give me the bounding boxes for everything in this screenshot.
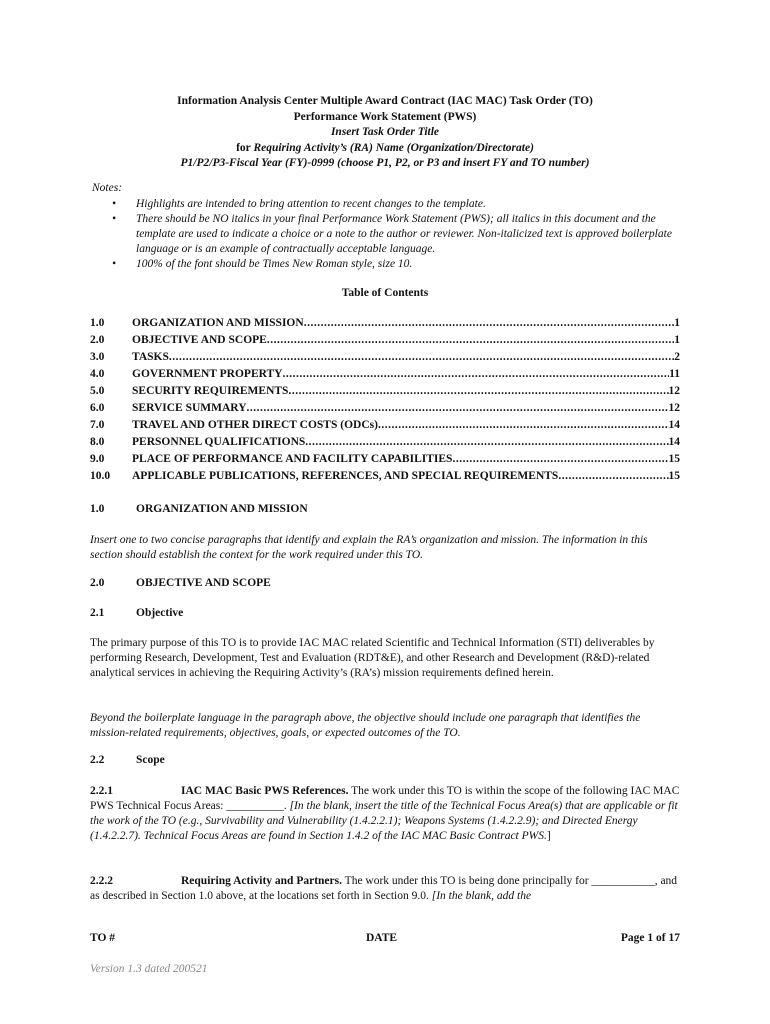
header-task-order-title: Insert Task Order Title [330,126,440,138]
footer-date: DATE [366,932,398,944]
toc-entry-organization[interactable]: 1.0 ORGANIZATION AND MISSION ..... 1 [90,317,680,334]
section-2-1-body: The primary purpose of this TO is to provide IAC MAC related Scientific and Technical Information (STI) deliverables by performing Research, Development, Test and Evaluation (RDT&E), and other Research and Development (R&D)-related analytical services in achieving the Requiring Activity’s (RA’s) mission requirements defined herein. [90,637,655,679]
version-label: Version 1.3 dated 200521 [90,963,208,975]
toc-title: Table of Contents [341,287,429,299]
bullet-icon: • [112,213,117,225]
toc-entry-place-of-performance[interactable]: 9.0 PLACE OF PERFORMANCE AND FACILITY CAPABILITIES ..... 15 [90,453,680,470]
notes-list [112,197,672,272]
note-item: • Highlights are intended to bring attention to recent changes to the template. [112,198,486,210]
section-2-1-heading: 2.1 Objective [90,607,184,619]
note-item: • 100% of the font should be Times New Roman style, size 10. [112,258,413,270]
header-pws-title: Performance Work Statement (PWS) [293,110,477,123]
section-1-heading: 1.0 ORGANIZATION AND MISSION [90,503,308,515]
note-item: • There should be NO italics in your final Performance Work Statement (PWS); all italics in this document and the template are used to indicate a choice or a note to the author or reviewer. Non-italicized text is approved boilerplate language or is an example of contractually acceptable language. [112,213,672,255]
section-2-2-heading: 2.2 Scope [90,754,165,766]
toc-entry-security[interactable]: 5.0 SECURITY REQUIREMENTS ..... 12 [90,385,680,402]
toc-entry-travel-odcs[interactable]: 7.0 TRAVEL AND OTHER DIRECT COSTS (ODCs) ..... 14 [90,419,680,436]
footer-page-number: Page 1 of 17 [620,932,680,944]
section-2-1-note: Beyond the boilerplate language in the paragraph above, the objective should include one paragraph that identifies the mission-related requirements, objectives, goals, or expected outcomes of the TO. [90,712,641,739]
header-fiscal-year-line: P1/P2/P3-Fiscal Year (FY)-0999 (choose P1, P2, or P3 and insert FY and TO number) [180,157,590,169]
header-requiring-activity: for Requiring Activity’s (RA) Name (Organization/Directorate) [236,141,534,154]
document-header [90,94,680,172]
notes-label: Notes: [92,182,123,194]
table-of-contents [90,317,680,487]
toc-entry-personnel[interactable]: 8.0 PERSONNEL QUALIFICATIONS ..... 14 [90,436,680,453]
toc-entry-service-summary[interactable]: 6.0 SERVICE SUMMARY ..... 12 [90,402,680,419]
footer-to-number: TO # [90,932,116,944]
section-2-heading: 2.0 OBJECTIVE AND SCOPE [90,577,271,589]
bullet-icon: • [112,198,117,210]
toc-entry-tasks[interactable]: 3.0 TASKS ..... 2 [90,351,680,368]
section-2-2-2-body: 2.2.2 Requiring Activity and Partners. The work under this TO is being done principally for ___________, and as described in Section 1.0 above, at the locations set forth in Section 9.0. [In the blank, add the [90,875,678,902]
toc-entry-government-property[interactable]: 4.0 GOVERNMENT PROPERTY ..... 11 [90,368,680,385]
bullet-icon: • [112,258,117,270]
section-1-body: Insert one to two concise paragraphs that identify and explain the RA’s organization and mission. The information in this section should establish the context for the work required under this TO. [90,534,648,561]
section-2-2-1-body: 2.2.1 IAC MAC Basic PWS References. The work under this TO is within the scope of the following IAC MAC PWS Technical Focus Areas: __________. [In the blank, insert the title of the Technical Focus Area(s) that are applicable or fit the work of the TO (e.g., Survivability and Vulnerability (1.4.2.2.1); Weapons Systems (1.4.2.2.9); and Directed Energy (1.4.2.2.7). Technical Focus Areas are found in Section 1.4.2 of the IAC MAC Basic Contract PWS.] [90,785,680,842]
toc-entry-objective[interactable]: 2.0 OBJECTIVE AND SCOPE ..... 1 [90,334,680,351]
header-contract-title: Information Analysis Center Multiple Award Contract (IAC MAC) Task Order (TO) [177,95,593,107]
toc-entry-publications[interactable]: 10.0 APPLICABLE PUBLICATIONS, REFERENCES, AND SPECIAL REQUIREMENTS ..... 15 [90,470,680,487]
